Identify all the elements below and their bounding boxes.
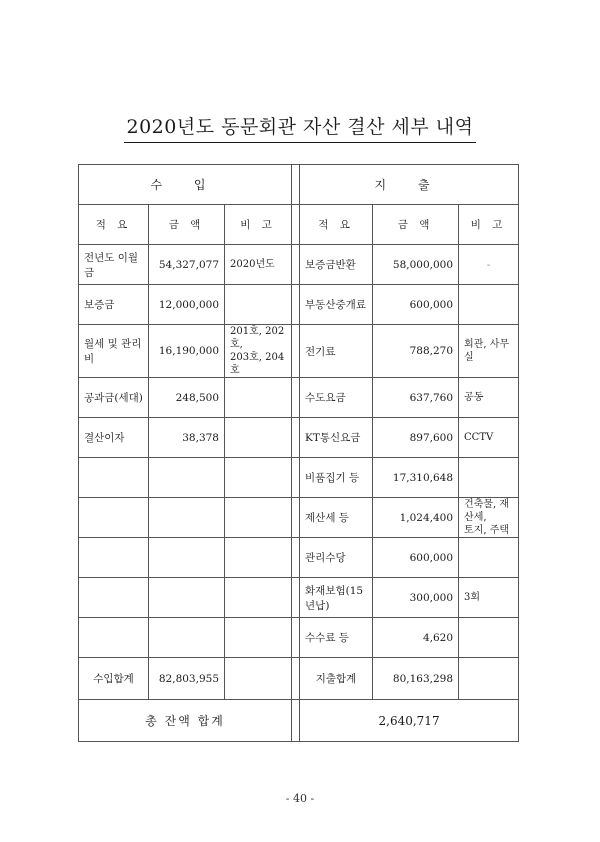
income-amount-empty bbox=[149, 538, 225, 578]
income-note: 2020년도 bbox=[225, 245, 292, 285]
expense-total-note bbox=[459, 658, 519, 700]
column-separator bbox=[292, 205, 300, 245]
column-separator bbox=[292, 418, 300, 458]
income-item-empty bbox=[79, 458, 149, 498]
table-row bbox=[79, 418, 519, 458]
income-amount: 12,000,000 bbox=[149, 285, 225, 325]
expense-item: 부동산중개료 bbox=[300, 285, 373, 325]
income-amount: 38,378 bbox=[149, 418, 225, 458]
income-item: 보증금 bbox=[79, 285, 149, 325]
income-item-empty bbox=[79, 578, 149, 618]
table-row bbox=[79, 285, 519, 325]
expense-note bbox=[459, 538, 519, 578]
income-item: 공과금(세대) bbox=[79, 378, 149, 418]
expense-note bbox=[459, 618, 519, 658]
income-total-amount: 82,803,955 bbox=[149, 658, 225, 700]
income-note bbox=[225, 378, 292, 418]
column-separator bbox=[292, 165, 300, 205]
income-amount-empty bbox=[149, 458, 225, 498]
income-note-empty bbox=[225, 618, 292, 658]
expense-note: 공동 bbox=[459, 378, 519, 418]
income-note-empty bbox=[225, 538, 292, 578]
income-item: 결산이자 bbox=[79, 418, 149, 458]
table-row bbox=[79, 378, 519, 418]
income-amount-empty bbox=[149, 578, 225, 618]
income-amount-empty bbox=[149, 618, 225, 658]
expense-amount: 58,000,000 bbox=[373, 245, 459, 285]
income-item-empty bbox=[79, 618, 149, 658]
income-note-empty bbox=[225, 458, 292, 498]
table-row bbox=[79, 578, 519, 618]
expense-amount: 897,600 bbox=[373, 418, 459, 458]
expense-amount: 1,024,400 bbox=[373, 498, 459, 538]
net-balance-row bbox=[79, 700, 519, 742]
income-note bbox=[225, 285, 292, 325]
page-number: - 40 - bbox=[285, 792, 315, 805]
income-total-note bbox=[225, 658, 292, 700]
expense-item: 수도요금 bbox=[300, 378, 373, 418]
page-title: 2020년도 동문회관 자산 결산 세부 내역 bbox=[0, 112, 600, 139]
column-separator bbox=[292, 458, 300, 498]
column-separator bbox=[292, 378, 300, 418]
expense-note bbox=[459, 458, 519, 498]
column-separator bbox=[292, 538, 300, 578]
column-separator bbox=[292, 285, 300, 325]
section-header-row bbox=[79, 165, 519, 205]
column-separator bbox=[292, 498, 300, 538]
expense-note: CCTV bbox=[459, 418, 519, 458]
expense-item-header: 적 요 bbox=[300, 205, 373, 245]
expense-note bbox=[459, 285, 519, 325]
column-separator bbox=[292, 618, 300, 658]
expense-amount: 788,270 bbox=[373, 325, 459, 378]
column-header-row bbox=[79, 205, 519, 245]
income-note bbox=[225, 418, 292, 458]
expense-item: 수수료 등 bbox=[300, 618, 373, 658]
income-note-empty bbox=[225, 578, 292, 618]
table-row bbox=[79, 498, 519, 538]
expense-note: 3회 bbox=[459, 578, 519, 618]
income-item: 전년도 이월금 bbox=[79, 245, 149, 285]
expense-item: 전기료 bbox=[300, 325, 373, 378]
expense-amount: 600,000 bbox=[373, 538, 459, 578]
income-item-empty bbox=[79, 498, 149, 538]
expense-amount: 300,000 bbox=[373, 578, 459, 618]
income-amount: 16,190,000 bbox=[149, 325, 225, 378]
income-note-header: 비 고 bbox=[225, 205, 292, 245]
table-row bbox=[79, 618, 519, 658]
expense-amount: 637,760 bbox=[373, 378, 459, 418]
column-separator bbox=[292, 325, 300, 378]
income-note-empty bbox=[225, 498, 292, 538]
expense-item: 비품집기 등 bbox=[300, 458, 373, 498]
income-total-label: 수입합계 bbox=[79, 658, 149, 700]
income-amount: 54,327,077 bbox=[149, 245, 225, 285]
expense-total-label: 지출합계 bbox=[300, 658, 373, 700]
expense-note-header: 비 고 bbox=[459, 205, 519, 245]
expense-total-amount: 80,163,298 bbox=[373, 658, 459, 700]
expense-note: 회관, 사무실 bbox=[459, 325, 519, 378]
column-separator bbox=[292, 245, 300, 285]
income-section-header: 수 입 bbox=[79, 165, 292, 205]
expense-section-header: 지 출 bbox=[300, 165, 519, 205]
expense-amount: 4,620 bbox=[373, 618, 459, 658]
expense-note: - bbox=[459, 245, 519, 285]
expense-amount: 600,000 bbox=[373, 285, 459, 325]
expense-note: 건축물, 재산세, 토지, 주택 bbox=[459, 498, 519, 538]
table-row bbox=[79, 458, 519, 498]
expense-item: KT통신요금 bbox=[300, 418, 373, 458]
expense-item: 보증금반환 bbox=[300, 245, 373, 285]
totals-row bbox=[79, 658, 519, 700]
income-amount-empty bbox=[149, 498, 225, 538]
column-separator bbox=[292, 700, 300, 742]
expense-amount-header: 금 액 bbox=[373, 205, 459, 245]
income-note: 201호, 202호, 203호, 204호 bbox=[225, 325, 292, 378]
net-balance-label: 총 잔액 합계 bbox=[79, 700, 292, 742]
table-row bbox=[79, 245, 519, 285]
income-item-empty bbox=[79, 538, 149, 578]
expense-item: 관리수당 bbox=[300, 538, 373, 578]
table-row bbox=[79, 538, 519, 578]
income-amount-header: 금 액 bbox=[149, 205, 225, 245]
net-balance-amount: 2,640,717 bbox=[300, 700, 519, 742]
income-item: 월세 및 관리비 bbox=[79, 325, 149, 378]
expense-amount: 17,310,648 bbox=[373, 458, 459, 498]
expense-item: 제산세 등 bbox=[300, 498, 373, 538]
column-separator bbox=[292, 578, 300, 618]
column-separator bbox=[292, 658, 300, 700]
settlement-table bbox=[78, 164, 519, 742]
income-amount: 248,500 bbox=[149, 378, 225, 418]
expense-item: 화재보험(15년납) bbox=[300, 578, 373, 618]
income-item-header: 적 요 bbox=[79, 205, 149, 245]
table-row bbox=[79, 325, 519, 378]
